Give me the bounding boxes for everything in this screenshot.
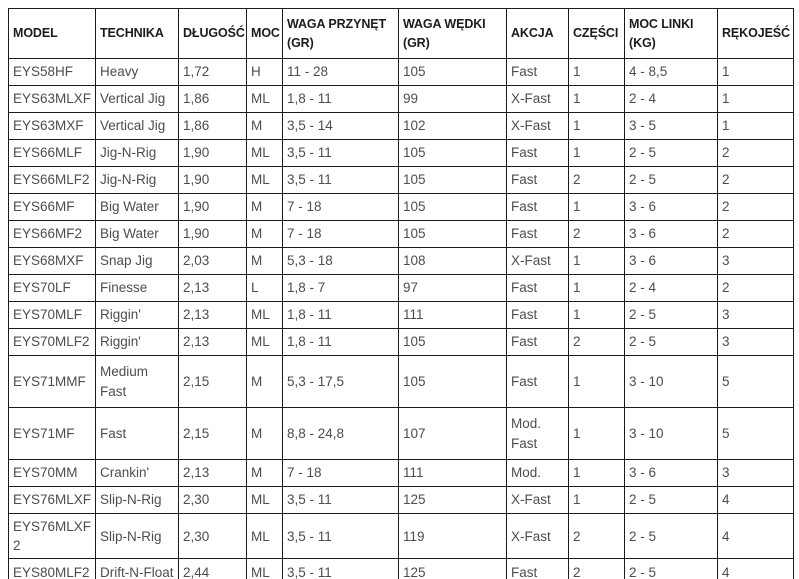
cell-czesci: 1 [569, 86, 625, 113]
cell-dlugosc: 2,13 [179, 302, 247, 329]
cell-model: EYS80MLF2 [9, 559, 96, 579]
cell-moc-linki: 2 - 5 [625, 487, 718, 514]
header-row [9, 9, 794, 59]
table-header [9, 9, 794, 59]
cell-akcja: Fast [507, 194, 569, 221]
cell-waga-przynet: 5,3 - 17,5 [283, 356, 399, 408]
cell-rekojesc: 1 [718, 113, 794, 140]
cell-czesci: 1 [569, 140, 625, 167]
table-row [9, 559, 794, 579]
table-row [9, 248, 794, 275]
cell-technika: Big Water [96, 194, 179, 221]
column-header-waga-przynet: WAGA PRZYNĘT (GR) [283, 9, 399, 59]
cell-model: EYS71MF [9, 408, 96, 460]
cell-technika: Riggin' [96, 302, 179, 329]
cell-moc: ML [247, 140, 283, 167]
cell-rekojesc: 2 [718, 194, 794, 221]
cell-technika: Vertical Jig [96, 86, 179, 113]
cell-waga-wedki: 119 [399, 514, 507, 559]
table-row [9, 59, 794, 86]
cell-moc: ML [247, 329, 283, 356]
cell-akcja: Mod. [507, 460, 569, 487]
cell-dlugosc: 1,90 [179, 194, 247, 221]
table-row [9, 302, 794, 329]
cell-waga-wedki: 105 [399, 59, 507, 86]
cell-rekojesc: 3 [718, 302, 794, 329]
cell-dlugosc: 2,30 [179, 514, 247, 559]
table-row [9, 194, 794, 221]
cell-technika: Medium Fast [96, 356, 179, 408]
cell-model: EYS76MLXF [9, 487, 96, 514]
cell-moc-linki: 3 - 6 [625, 194, 718, 221]
cell-akcja: Fast [507, 559, 569, 579]
cell-moc-linki: 2 - 4 [625, 275, 718, 302]
cell-moc: ML [247, 302, 283, 329]
cell-moc: ML [247, 167, 283, 194]
cell-czesci: 2 [569, 221, 625, 248]
cell-moc: M [247, 408, 283, 460]
table-row [9, 113, 794, 140]
cell-rekojesc: 2 [718, 221, 794, 248]
cell-moc: ML [247, 559, 283, 579]
cell-akcja: X-Fast [507, 487, 569, 514]
cell-moc: ML [247, 514, 283, 559]
cell-model: EYS70MLF2 [9, 329, 96, 356]
cell-model: EYS68MXF [9, 248, 96, 275]
cell-moc-linki: 3 - 10 [625, 408, 718, 460]
cell-czesci: 1 [569, 460, 625, 487]
table-row [9, 487, 794, 514]
cell-technika: Finesse [96, 275, 179, 302]
cell-moc-linki: 3 - 6 [625, 221, 718, 248]
cell-technika: Jig-N-Rig [96, 167, 179, 194]
cell-czesci: 1 [569, 356, 625, 408]
table-row [9, 408, 794, 460]
cell-waga-wedki: 111 [399, 302, 507, 329]
cell-czesci: 2 [569, 167, 625, 194]
cell-waga-przynet: 7 - 18 [283, 194, 399, 221]
column-header-moc: MOC [247, 9, 283, 59]
cell-technika: Crankin' [96, 460, 179, 487]
cell-akcja: X-Fast [507, 248, 569, 275]
cell-waga-przynet: 11 - 28 [283, 59, 399, 86]
cell-model: EYS70MLF [9, 302, 96, 329]
cell-dlugosc: 1,90 [179, 221, 247, 248]
cell-czesci: 2 [569, 329, 625, 356]
cell-waga-przynet: 3,5 - 11 [283, 140, 399, 167]
cell-moc: ML [247, 487, 283, 514]
cell-model: EYS66MLF2 [9, 167, 96, 194]
cell-waga-przynet: 1,8 - 7 [283, 275, 399, 302]
cell-rekojesc: 4 [718, 514, 794, 559]
cell-waga-przynet: 1,8 - 11 [283, 86, 399, 113]
cell-rekojesc: 3 [718, 460, 794, 487]
cell-czesci: 1 [569, 59, 625, 86]
cell-technika: Heavy [96, 59, 179, 86]
cell-moc-linki: 2 - 5 [625, 302, 718, 329]
cell-waga-wedki: 105 [399, 140, 507, 167]
cell-rekojesc: 5 [718, 356, 794, 408]
cell-technika: Snap Jig [96, 248, 179, 275]
table-body [9, 59, 794, 579]
cell-model: EYS66MF [9, 194, 96, 221]
cell-dlugosc: 1,86 [179, 113, 247, 140]
cell-waga-wedki: 105 [399, 194, 507, 221]
cell-moc-linki: 2 - 5 [625, 140, 718, 167]
cell-model: EYS70LF [9, 275, 96, 302]
column-header-moc-linki: MOC LINKI (KG) [625, 9, 718, 59]
column-header-waga-wedki: WAGA WĘDKI (GR) [399, 9, 507, 59]
cell-czesci: 1 [569, 113, 625, 140]
cell-waga-przynet: 1,8 - 11 [283, 329, 399, 356]
cell-moc: M [247, 194, 283, 221]
cell-waga-przynet: 3,5 - 11 [283, 559, 399, 579]
column-header-czesci: CZĘŚCI [569, 9, 625, 59]
cell-moc-linki: 2 - 5 [625, 329, 718, 356]
cell-technika: Fast [96, 408, 179, 460]
cell-rekojesc: 3 [718, 329, 794, 356]
cell-czesci: 1 [569, 302, 625, 329]
table-row [9, 86, 794, 113]
cell-dlugosc: 2,44 [179, 559, 247, 579]
cell-waga-wedki: 97 [399, 275, 507, 302]
cell-model: EYS66MLF [9, 140, 96, 167]
cell-waga-wedki: 125 [399, 559, 507, 579]
cell-dlugosc: 2,30 [179, 487, 247, 514]
cell-rekojesc: 2 [718, 167, 794, 194]
cell-akcja: Fast [507, 140, 569, 167]
cell-model: EYS71MMF [9, 356, 96, 408]
cell-rekojesc: 4 [718, 487, 794, 514]
cell-waga-przynet: 3,5 - 14 [283, 113, 399, 140]
cell-rekojesc: 1 [718, 59, 794, 86]
cell-akcja: Mod. Fast [507, 408, 569, 460]
cell-technika: Slip-N-Rig [96, 514, 179, 559]
cell-rekojesc: 3 [718, 248, 794, 275]
cell-czesci: 1 [569, 408, 625, 460]
cell-dlugosc: 2,13 [179, 275, 247, 302]
cell-dlugosc: 2,13 [179, 460, 247, 487]
cell-waga-przynet: 3,5 - 11 [283, 514, 399, 559]
cell-waga-przynet: 8,8 - 24,8 [283, 408, 399, 460]
cell-moc: M [247, 113, 283, 140]
cell-moc-linki: 4 - 8,5 [625, 59, 718, 86]
cell-akcja: Fast [507, 59, 569, 86]
column-header-dlugosc: DŁUGOŚĆ [179, 9, 247, 59]
cell-model: EYS58HF [9, 59, 96, 86]
cell-waga-przynet: 1,8 - 11 [283, 302, 399, 329]
cell-waga-wedki: 108 [399, 248, 507, 275]
cell-moc-linki: 2 - 5 [625, 167, 718, 194]
cell-moc: M [247, 356, 283, 408]
table-row [9, 329, 794, 356]
cell-waga-wedki: 125 [399, 487, 507, 514]
cell-dlugosc: 1,90 [179, 167, 247, 194]
cell-rekojesc: 2 [718, 140, 794, 167]
cell-czesci: 1 [569, 275, 625, 302]
cell-technika: Vertical Jig [96, 113, 179, 140]
cell-moc: M [247, 248, 283, 275]
column-header-rekojesc: RĘKOJEŚĆ [718, 9, 794, 59]
cell-waga-wedki: 111 [399, 460, 507, 487]
cell-moc: L [247, 275, 283, 302]
cell-model: EYS66MF2 [9, 221, 96, 248]
cell-czesci: 1 [569, 248, 625, 275]
cell-model: EYS63MLXF [9, 86, 96, 113]
column-header-technika: TECHNIKA [96, 9, 179, 59]
cell-czesci: 1 [569, 194, 625, 221]
cell-rekojesc: 5 [718, 408, 794, 460]
cell-waga-przynet: 7 - 18 [283, 221, 399, 248]
cell-akcja: Fast [507, 275, 569, 302]
cell-rekojesc: 2 [718, 275, 794, 302]
cell-model: EYS76MLXF2 [9, 514, 96, 559]
table-row [9, 275, 794, 302]
cell-waga-przynet: 3,5 - 11 [283, 167, 399, 194]
cell-dlugosc: 2,15 [179, 408, 247, 460]
column-header-akcja: AKCJA [507, 9, 569, 59]
table-row [9, 140, 794, 167]
column-header-model: MODEL [9, 9, 96, 59]
cell-technika: Slip-N-Rig [96, 487, 179, 514]
cell-akcja: Fast [507, 302, 569, 329]
cell-czesci: 1 [569, 487, 625, 514]
cell-model: EYS63MXF [9, 113, 96, 140]
cell-waga-przynet: 5,3 - 18 [283, 248, 399, 275]
cell-moc: H [247, 59, 283, 86]
cell-moc-linki: 3 - 5 [625, 113, 718, 140]
cell-dlugosc: 2,13 [179, 329, 247, 356]
cell-waga-wedki: 107 [399, 408, 507, 460]
cell-technika: Riggin' [96, 329, 179, 356]
cell-waga-wedki: 102 [399, 113, 507, 140]
cell-dlugosc: 1,72 [179, 59, 247, 86]
cell-technika: Jig-N-Rig [96, 140, 179, 167]
cell-akcja: Fast [507, 167, 569, 194]
table-row [9, 460, 794, 487]
cell-waga-wedki: 105 [399, 221, 507, 248]
rod-spec-table [8, 8, 794, 579]
cell-waga-wedki: 105 [399, 167, 507, 194]
cell-czesci: 2 [569, 514, 625, 559]
table-row [9, 356, 794, 408]
cell-moc: ML [247, 86, 283, 113]
cell-moc: M [247, 460, 283, 487]
cell-moc-linki: 3 - 10 [625, 356, 718, 408]
cell-dlugosc: 2,03 [179, 248, 247, 275]
cell-akcja: Fast [507, 356, 569, 408]
cell-technika: Big Water [96, 221, 179, 248]
cell-akcja: X-Fast [507, 113, 569, 140]
cell-czesci: 2 [569, 559, 625, 579]
cell-waga-wedki: 105 [399, 356, 507, 408]
cell-dlugosc: 1,86 [179, 86, 247, 113]
cell-moc: M [247, 221, 283, 248]
cell-moc-linki: 2 - 5 [625, 514, 718, 559]
table-row [9, 514, 794, 559]
cell-moc-linki: 2 - 5 [625, 559, 718, 579]
cell-waga-wedki: 105 [399, 329, 507, 356]
cell-dlugosc: 2,15 [179, 356, 247, 408]
cell-akcja: X-Fast [507, 86, 569, 113]
cell-akcja: Fast [507, 329, 569, 356]
cell-moc-linki: 3 - 6 [625, 248, 718, 275]
table-row [9, 167, 794, 194]
cell-moc-linki: 2 - 4 [625, 86, 718, 113]
cell-rekojesc: 1 [718, 86, 794, 113]
cell-waga-przynet: 3,5 - 11 [283, 487, 399, 514]
cell-dlugosc: 1,90 [179, 140, 247, 167]
cell-model: EYS70MM [9, 460, 96, 487]
cell-akcja: Fast [507, 221, 569, 248]
table-row [9, 221, 794, 248]
cell-moc-linki: 3 - 6 [625, 460, 718, 487]
cell-waga-wedki: 99 [399, 86, 507, 113]
cell-rekojesc: 4 [718, 559, 794, 579]
cell-technika: Drift-N-Float [96, 559, 179, 579]
cell-akcja: X-Fast [507, 514, 569, 559]
cell-waga-przynet: 7 - 18 [283, 460, 399, 487]
